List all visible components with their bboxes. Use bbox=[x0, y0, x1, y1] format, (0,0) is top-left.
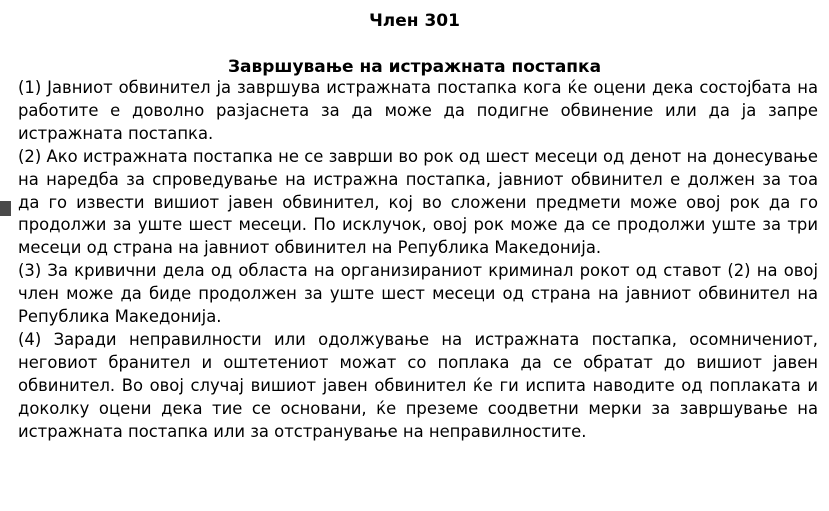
article-number: Член 301 bbox=[369, 11, 460, 31]
paragraph-4: (4) Заради неправилности или одолжување на истражната постапка, осомничениот, неговиот бранител и оштетениот можат со поплака да се обратат до вишиот јавен обвинител. Во овој случај вишиот јавен обвинител ќе ги испита наводите од поплаката и доколку оцени дека тие се основани, ќе преземе соодветни мерки за завршување на истражната постапка или за отстранување на неправилностите. bbox=[18, 329, 818, 441]
article-title: Завршување на истражната постапка bbox=[227, 57, 602, 77]
article-body bbox=[18, 77, 818, 444]
paragraph-1: (1) Јавниот обвинител ја завршува истражната постапка кога ќе оцени дека состојбата на работите е доволно разјаснета за да може да подигне обвинение или да ја запре истражната постапка. bbox=[18, 78, 818, 143]
paragraph-3: (3) За кривични дела од областа на организираниот криминал рокот од ставот (2) на овој член може да биде продолжен за уште шест месеци од страна на јавниот обвинител на Република Македонија. bbox=[18, 261, 818, 327]
paragraph-2: (2) Ако истражната постапка не се заврши во рок од шест месеци од денот на донесување на наредба за спроведување на истражна постапка, јавниот обвинител е должен за тоа да го извести вишиот јавен обвинител, кој во сложени предмети може овој рок да го продолжи за уште шест месеци. По исклучок, овој рок може да се продолжи уште за три месеци од страна на јавниот обвинител на Република Македонија. bbox=[18, 146, 818, 258]
margin-marker bbox=[0, 201, 11, 216]
